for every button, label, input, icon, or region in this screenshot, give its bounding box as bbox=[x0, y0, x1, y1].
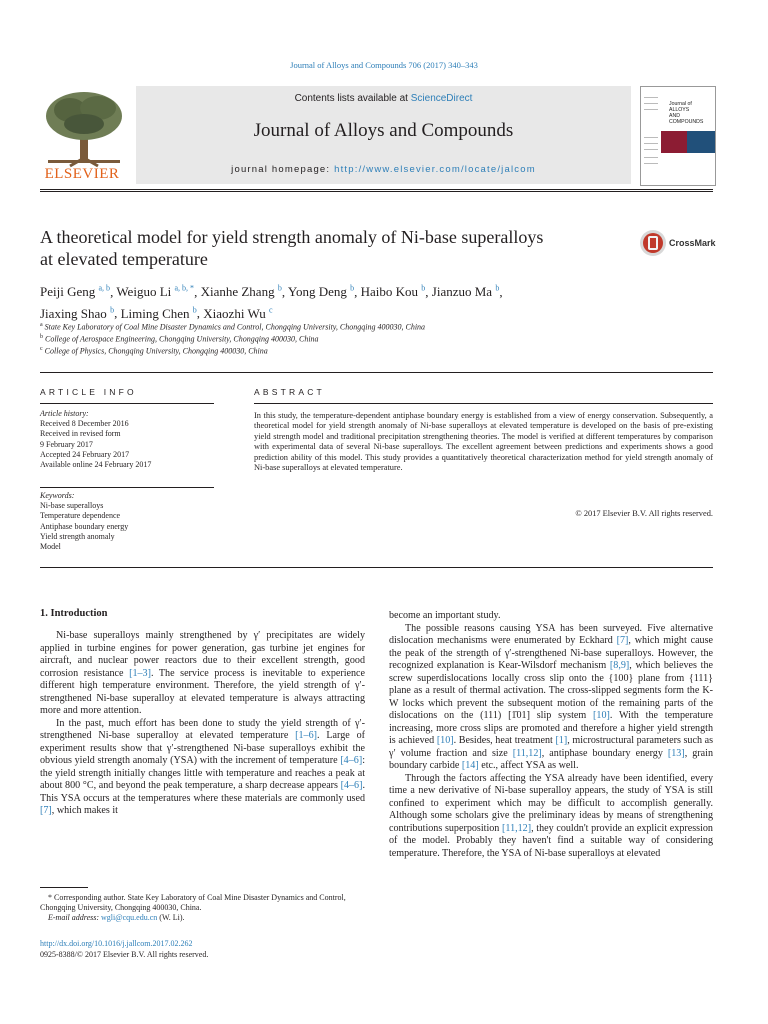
contents-line bbox=[136, 93, 631, 104]
paragraph bbox=[40, 718, 365, 818]
cover-decoration bbox=[644, 103, 658, 104]
paragraph-text: . Besides, heat treatment bbox=[453, 735, 556, 746]
corresponding-author-note: * Corresponding author. State Key Laboratory of Coal Mine Disaster Dynamics and Control, Chongqing University, Chongqing 400030, China. bbox=[40, 893, 346, 912]
author[interactable]: Liming Chen $^b$ bbox=[120, 305, 197, 321]
article-info-heading: ARTICLE INFO bbox=[40, 387, 137, 397]
reference-link[interactable]: [4–6] bbox=[340, 780, 363, 791]
paragraph-text: , which might cause the peak of the strength of γ′-strengthened Ni-base superalloys. However, the recognized explanation is Kear-Wilsdorf mechanism bbox=[389, 635, 714, 671]
paragraph bbox=[389, 773, 713, 861]
reference-link[interactable]: [1] bbox=[555, 735, 568, 746]
paragraph-text: . This YSA occurs at the temperatures where these materials are commonly used bbox=[40, 780, 365, 804]
reference-link[interactable]: [7] bbox=[616, 635, 629, 646]
reference-link[interactable]: [13] bbox=[667, 747, 685, 759]
paragraph-text: , grain boundary carbide bbox=[389, 747, 714, 771]
cover-decoration bbox=[644, 149, 658, 150]
paragraph-text: etc., affect YSA as well. bbox=[478, 760, 579, 771]
cover-title: Journal of ALLOYS AND COMPOUNDS bbox=[669, 101, 704, 125]
reference-link[interactable]: [11,12] bbox=[502, 822, 532, 834]
reference-link[interactable]: [7] bbox=[40, 805, 52, 816]
history-item: Received 8 December 2016 bbox=[40, 419, 129, 429]
author[interactable]: Jianzuo Ma $^b$ bbox=[431, 284, 500, 300]
homepage-link[interactable]: http://www.elsevier.com/locate/jalcom bbox=[334, 164, 536, 175]
author[interactable]: Peiji Geng $^{a, b}$ bbox=[40, 284, 111, 300]
doi-block bbox=[40, 938, 208, 960]
paragraph-text: . The service process is inevitable to experience different high temperature environment. Therefore, the yield strength of γ′-strengthened Ni-base superalloy at elevated temperature is always attracting more and more attention. bbox=[40, 667, 365, 716]
reference-link[interactable]: [1–6] bbox=[295, 730, 318, 741]
author[interactable]: Weiguo Li $^{a, b, *}$ bbox=[116, 284, 195, 300]
paragraph-text: Through the factors affecting the YSA already have been identified, every time a new derivative of Ni-base superalloy appears, the study of YSA is still confined to experiment which may be difficult to accomplish generally. Although some scholars give the preliminary ideas by means of strengthening contributions superposition bbox=[389, 772, 713, 834]
paragraph-text: Ni-base superalloys mainly strengthened by γ′ precipitates are widely applied in turbine engines for power generation, gas turbine jet engines for aircraft, and nuclear power reactors due to their excellent strength, good corrosion resistance bbox=[40, 630, 365, 679]
elsevier-wordmark[interactable]: ELSEVIER bbox=[44, 166, 120, 182]
issn-line: 0925-8388/© 2017 Elsevier B.V. All rights reserved. bbox=[40, 950, 209, 959]
article-title bbox=[40, 226, 640, 270]
keyword[interactable]: Model bbox=[40, 542, 61, 552]
paragraph-text: , which believes the screw superdislocations locally cross slip onto the {100} plane from {111} plane as a result of thermal activation. The cross-slipped segments form the K-W locks which prevent the subsequent motion of the remaining parts of the dislocations on the (111) [1̄01] slip system bbox=[389, 660, 713, 721]
author[interactable]: Xiaozhi Wu $^c$ bbox=[203, 305, 273, 321]
cover-red-block bbox=[661, 131, 687, 153]
paragraph bbox=[389, 623, 713, 773]
cover-blue-block bbox=[687, 131, 715, 153]
doi-link[interactable]: http://dx.doi.org/10.1016/j.jallcom.2017.02.262 bbox=[40, 939, 193, 948]
keyword[interactable]: Temperature dependence bbox=[40, 511, 121, 521]
paragraph-text: , antiphase boundary energy bbox=[541, 747, 668, 759]
abstract-text: In this study, the temperature-dependent antiphase boundary energy is established from a view of energy conservation. Subsequently, a theoretical model for yield strength anomaly of Ni-base superalloys at elevated temperature is developed on the basis of pre-existing yield strength model and traditional precipitation strengthening theories. The model is verified at different temperatures by comparison with experimental data of several Ni-base superalloys. The excellent agreement between predictions and experiments shows a good prediction ability of this model. This study provides a quantitatively theoretical characterization method for yield strength anomaly of Ni-base superalloys at elevated temperature. bbox=[254, 411, 713, 473]
paragraph-text: . With the temperature increasing, more cross slips are promoted and therefore a higher yield strength is achieved bbox=[389, 710, 714, 746]
homepage-prefix: journal homepage: bbox=[231, 164, 335, 175]
footnote bbox=[40, 893, 365, 923]
reference-link[interactable]: [8,9] bbox=[609, 660, 630, 671]
paragraph bbox=[40, 630, 365, 718]
section-rule bbox=[40, 567, 713, 568]
footnote-rule bbox=[40, 887, 88, 888]
abstract-heading: ABSTRACT bbox=[254, 387, 325, 397]
keywords-label: Keywords: bbox=[40, 491, 75, 500]
cover-decoration bbox=[644, 157, 658, 158]
body-right-column bbox=[389, 610, 713, 860]
paragraph-text: become an important study. bbox=[389, 610, 501, 621]
paragraph-text: , microstructural parameters such as γ′ volume fraction and size bbox=[389, 735, 713, 759]
reference-link[interactable]: [4–6] bbox=[340, 755, 363, 766]
contents-prefix: Contents lists available at bbox=[294, 93, 411, 104]
paragraph-text: : the yield strength initially changes little with temperature and reaches a peak at about 800 °C, and beyond the peak temperature, a sharp decrease appears bbox=[40, 755, 365, 791]
affiliation: $^a$ State Key Laboratory of Coal Mine Disaster Dynamics and Control, Chongqing University, Chongqing 400030, China bbox=[40, 322, 426, 332]
paragraph bbox=[389, 610, 713, 623]
abstract-copyright: © 2017 Elsevier B.V. All rights reserved. bbox=[575, 509, 713, 518]
reference-link[interactable]: [14] bbox=[461, 760, 479, 771]
paragraph-text: , they couldn't provide an explicit expression of the model. Probably they haven't find a suitable way of considering temperature. Therefore, the YSA of Ni-base superalloys at elevated bbox=[389, 822, 713, 859]
crossmark-label[interactable]: CrossMark bbox=[669, 238, 716, 248]
article-info-rule bbox=[40, 403, 214, 404]
keyword[interactable]: Antiphase boundary energy bbox=[40, 521, 129, 531]
history-item: Available online 24 February 2017 bbox=[40, 460, 152, 470]
journal-citation[interactable]: Journal of Alloys and Compounds 706 (2017) 340–343 bbox=[290, 60, 478, 70]
email-line bbox=[40, 913, 365, 923]
journal-title: Journal of Alloys and Compounds bbox=[253, 120, 514, 141]
cover-decoration bbox=[644, 163, 658, 164]
reference-link[interactable]: [10] bbox=[436, 735, 454, 746]
article-info-rule bbox=[40, 487, 214, 488]
reference-link[interactable]: [11,12] bbox=[512, 747, 542, 759]
paragraph-text: In the past, much effort has been done to study the yield strength of γ′-strengthened Ni-base superalloy at elevated temperature bbox=[40, 717, 365, 741]
affiliation: $^b$ College of Aerospace Engineering, Chongqing University, Chongqing 400030, China bbox=[40, 334, 319, 344]
cover-decoration bbox=[644, 137, 658, 138]
cover-decoration bbox=[644, 109, 658, 110]
cover-decoration bbox=[644, 143, 658, 144]
paragraph-text: , which makes it bbox=[51, 805, 118, 816]
section-heading: 1. Introduction bbox=[40, 608, 108, 619]
keyword[interactable]: Yield strength anomaly bbox=[40, 531, 115, 541]
email-suffix: (W. Li). bbox=[157, 913, 185, 922]
cover-decoration bbox=[644, 97, 658, 98]
keyword[interactable]: Ni-base superalloys bbox=[40, 501, 104, 511]
paragraph-text: The possible reasons causing YSA has been surveyed. Five alternative dislocation mechanisms were enumerated by Eckhard bbox=[389, 622, 713, 646]
article-title-line: at elevated temperature bbox=[40, 249, 208, 269]
sciencedirect-link[interactable]: ScienceDirect bbox=[410, 93, 473, 104]
email-link[interactable]: wgli@cqu.edu.cn bbox=[101, 913, 158, 922]
reference-link[interactable]: [10] bbox=[593, 710, 610, 721]
journal-cover-thumbnail[interactable] bbox=[640, 86, 716, 186]
email-label: E-mail address: bbox=[48, 913, 102, 922]
affiliation: $^c$ College of Physics, Chongqing University, Chongqing 400030, China bbox=[40, 346, 268, 356]
article-title-line: A theoretical model for yield strength anomaly of Ni-base superalloys bbox=[40, 227, 544, 247]
abstract-rule bbox=[254, 403, 713, 404]
history-item: Accepted 24 February 2017 bbox=[40, 449, 130, 459]
author-list: Peiji Geng $^{a, b}$, Weiguo Li $^{a, b, *}$, Xianhe Zhang $^b$, Yong Deng $^b$, Haibo Kou $^b$, Jianzuo Ma $^b$, Jiaxing Shao $^b$, Liming Chen $^b$, Xiaozhi Wu $^c$ bbox=[40, 284, 503, 321]
article-history bbox=[40, 409, 214, 470]
author[interactable]: Yong Deng $^b$ bbox=[287, 284, 355, 300]
author[interactable]: Xianhe Zhang $^b$ bbox=[200, 284, 282, 300]
author[interactable]: Jiaxing Shao $^b$ bbox=[40, 305, 115, 321]
paragraph-text: . Large of experiment results show that γ′-strengthened Ni-base superalloys exhibit the obvious yield strength anomaly (YSA) with the increment of temperature bbox=[40, 730, 365, 766]
author[interactable]: Haibo Kou $^b$ bbox=[360, 284, 426, 300]
header-rule bbox=[40, 189, 713, 190]
history-item: 9 February 2017 bbox=[40, 439, 93, 449]
section-rule bbox=[40, 372, 713, 373]
body-left-column bbox=[40, 630, 365, 818]
keywords bbox=[40, 491, 214, 552]
journal-homepage bbox=[136, 164, 631, 175]
history-item: Received in revised form bbox=[40, 429, 121, 439]
history-label: Article history: bbox=[40, 409, 89, 418]
header-rule bbox=[40, 191, 713, 192]
reference-link[interactable]: [1–3] bbox=[129, 667, 151, 679]
